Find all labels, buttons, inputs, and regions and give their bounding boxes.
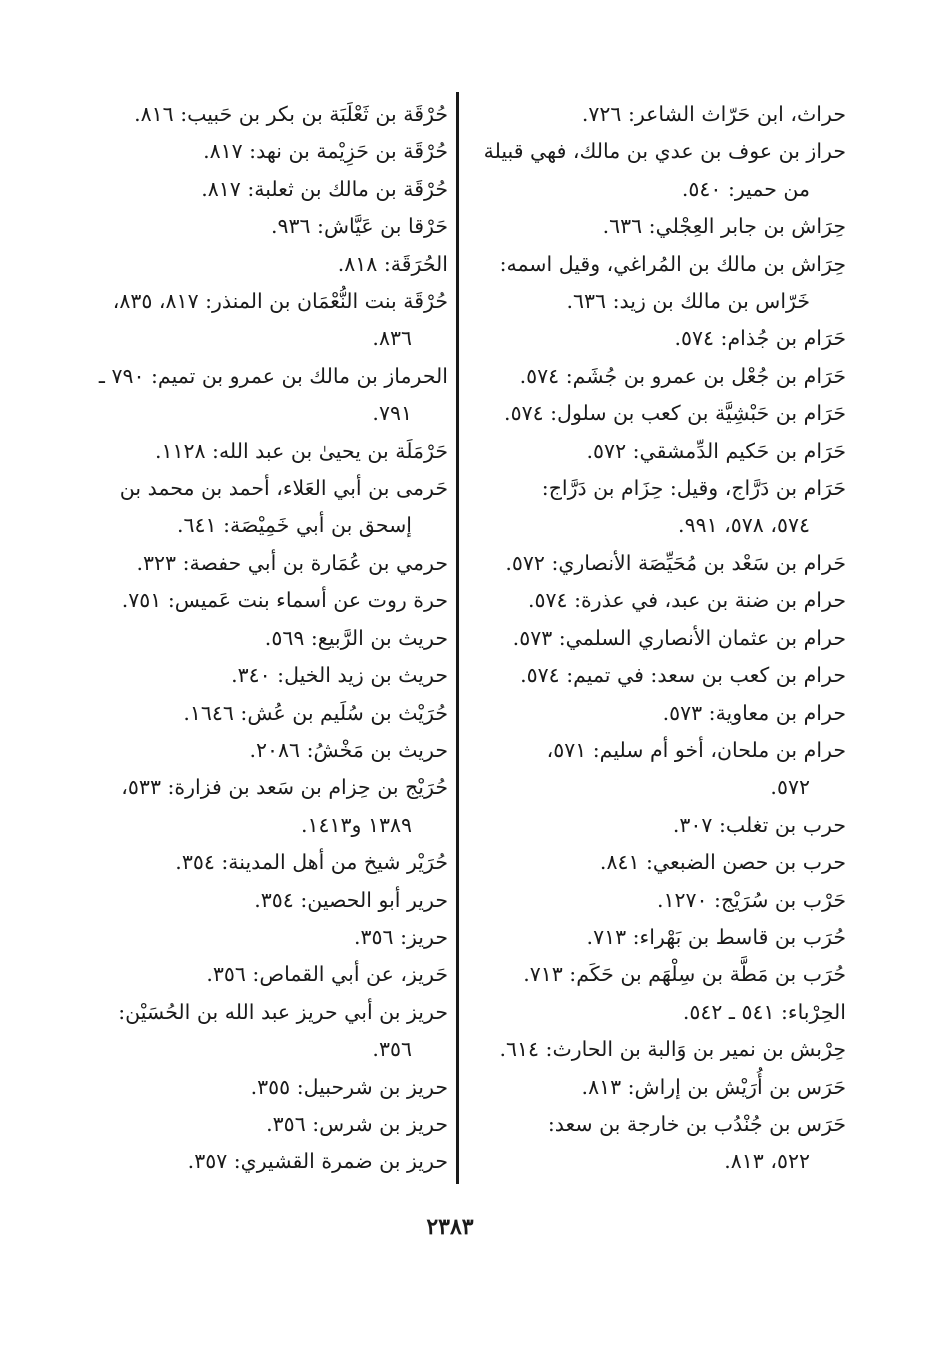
index-entry: حرام بن ملحان، أخو أم سليم: ٥٧١، xyxy=(546,737,846,762)
index-entry-continuation: ٥٢٢، ٨١٣. xyxy=(724,1149,810,1174)
index-entry: حَرمى بن أبي العَلاء، أحمد بن محمد بن xyxy=(119,476,448,501)
column-divider xyxy=(456,92,459,1184)
index-entry: حَرْب بن سُرَيْج: ١٢٧٠. xyxy=(656,887,846,912)
index-entry: حرام بن معاوية: ٥٧٣. xyxy=(662,700,846,725)
index-entry: الحرماز بن مالك بن عمرو بن تميم: ٧٩٠ ـ xyxy=(98,363,448,388)
index-entry: حَرْمَلَة بن يحيىٰ بن عبد الله: ١١٢٨. xyxy=(154,438,448,463)
index-entry: حِرْبش بن نمير بن وَالبة بن الحارث: ٦١٤. xyxy=(499,1037,846,1062)
index-entry: حَرَام بن حَكيم الدِّمشقي: ٥٧٢. xyxy=(586,438,846,463)
index-entry-continuation: ١٣٨٩ و١٤١٣. xyxy=(300,812,412,837)
index-entry: حَرَس بن جُنْدُب بن خارجة بن سعد: xyxy=(547,1111,846,1136)
index-entry: حُرْقَة بنت النُّعْمَان بن المنذر: ٨١٧، ٨٣٥، xyxy=(112,289,448,314)
index-entry: حَرام بن سَعْد بن مُحَيِّصَة الأنصاري: ٥٧٢. xyxy=(505,550,846,575)
index-entry-continuation: ٥٧٢. xyxy=(770,775,810,800)
index-entry: الحُرَقَة: ٨١٨. xyxy=(337,251,448,276)
index-entry-continuation: ٧٩١. xyxy=(372,401,412,426)
index-entry-continuation: ٥٧٤، ٥٧٨، ٩٩١. xyxy=(678,513,810,538)
index-entry: حُرْقَة بن ثَعْلَبَة بن بكر بن حَبيب: ٨١٦. xyxy=(134,102,448,126)
page-number: ٢٣٨٣ xyxy=(426,1214,474,1240)
index-entry: الحِرْباء: ٥٤١ ـ ٥٤٢. xyxy=(682,999,846,1024)
index-entry: حُرَيْر شيخ من أهل المدينة: ٣٥٤. xyxy=(175,850,448,875)
index-entry-continuation: خَرّاس بن مالك بن زيد: ٦٣٦. xyxy=(566,289,810,314)
index-entry: حرة روت عن أسماء بنت عَميس: ٧٥١. xyxy=(121,588,448,613)
index-entry: حِرَاش بن جابر العِجْلي: ٦٣٦. xyxy=(602,214,846,239)
left-index-column xyxy=(68,96,448,1181)
index-entry: حَرَام بن دَرَّاج، وقيل: حِزَام بن دَرَّاج: xyxy=(541,476,846,501)
index-entry: حَرَام بن جُعْل بن عمرو بن جُشَم: ٥٧٤. xyxy=(519,363,846,388)
right-index-column xyxy=(468,96,846,1181)
index-entry: حراث، ابن حَرّاث الشاعر: ٧٢٦. xyxy=(581,102,846,126)
index-entry: حريز بن شرحبيل: ٣٥٥. xyxy=(250,1074,448,1099)
index-entry: حراز بن عوف بن عدي بن مالك، فهي قبيلة xyxy=(483,139,846,164)
index-entry-continuation: من حمير: ٥٤٠. xyxy=(681,176,810,201)
index-entry: حريز بن شرس: ٣٥٦. xyxy=(266,1111,448,1136)
index-entry: حريز: ٣٥٦. xyxy=(353,924,448,949)
index-entry: حرام بن كعب بن سعد: في تميم: ٥٧٤. xyxy=(520,663,846,688)
index-entry: حرير أبو الحصين: ٣٥٤. xyxy=(254,887,448,912)
index-entry: حَريز، عن أبي القماص: ٣٥٦. xyxy=(206,962,448,987)
index-entry: حُرْقَة بن حَزِيْمة بن نهد: ٨١٧. xyxy=(203,139,448,164)
index-entry: حرمي بن عُمَارة بن أبي حفصة: ٣٢٣. xyxy=(136,550,448,575)
index-entry: حُرَيْج بن حِزام بن سَعد بن فزارة: ٥٣٣، xyxy=(121,775,448,800)
index-entry: حريز بن أبي حريز عبد الله بن الحُسَيْن: xyxy=(118,999,448,1024)
index-entry: حرام بن ضنة بن عبد، في عذرة: ٥٧٤. xyxy=(528,588,846,613)
index-entry: حُرَيْث بن سُلَيم بن عُش: ١٦٤٦. xyxy=(183,700,448,725)
index-entry: حُرْقَة بن مالك بن ثعلبة: ٨١٧. xyxy=(201,176,448,201)
index-entry: حريث بن زيد الخيل: ٣٤٠. xyxy=(231,663,448,688)
index-entry: حَرَس بن أُرَيْش بن إراش: ٨١٣. xyxy=(581,1074,846,1099)
index-entry-continuation: ٣٥٦. xyxy=(372,1037,412,1062)
index-entry: حُرَب بن قاسط بن بَهْراء: ٧١٣. xyxy=(586,924,846,949)
index-entry: حرب بن حصن الضبعي: ٨٤١. xyxy=(599,850,846,875)
index-entry: حَرْقا بن عَيَّاش: ٩٣٦. xyxy=(270,214,448,239)
index-entry: حريث بن مَخْشُ: ٢٠٨٦. xyxy=(249,737,448,762)
index-entry: حريث بن الرَّبيع: ٥٦٩. xyxy=(264,625,448,650)
index-entry-continuation: إسحق بن أبي خَمِيْصَة: ٦٤١. xyxy=(176,513,412,538)
index-entry-continuation: ٨٣٦. xyxy=(372,326,412,351)
index-entry: حرام بن عثمان الأنصاري السلمي: ٥٧٣. xyxy=(512,625,846,650)
index-entry: حُرَب بن مَطَّة بن سِلْهَم بن حَكَم: ٧١٣. xyxy=(523,962,846,987)
index-entry: حَرَام بن حَبْشِيَّة بن كعب بن سلول: ٥٧٤. xyxy=(504,401,846,426)
index-entry: حِرَاش بن مالك بن المُراغي، وقيل اسمه: xyxy=(499,251,846,276)
index-entry: حريز بن ضمرة القشيري: ٣٥٧. xyxy=(187,1149,448,1174)
index-entry: حَرَام بن جُذام: ٥٧٤. xyxy=(674,326,846,351)
index-entry: حرب بن تغلب: ٣٠٧. xyxy=(672,812,846,837)
